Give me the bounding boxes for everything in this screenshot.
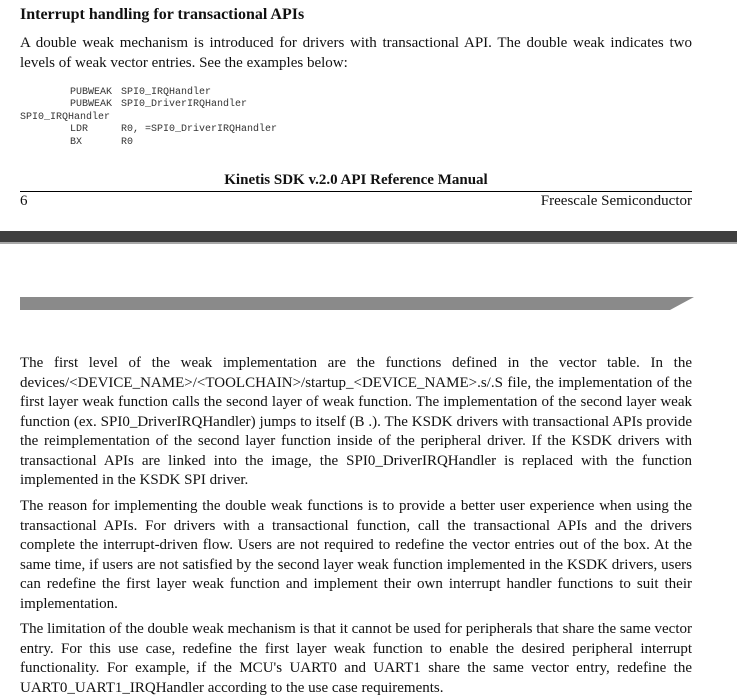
company-name: Freescale Semiconductor — [540, 193, 692, 209]
code-line-5-arg: R0 — [121, 137, 134, 148]
manual-title: Kinetis SDK v.2.0 API Reference Manual — [224, 172, 488, 188]
header-bar — [20, 297, 694, 310]
code-line-1-arg: SPI0_IRQHandler — [121, 87, 212, 98]
code-line-5-keyword: BX — [70, 137, 83, 148]
paragraph-double-weak-reason: The reason for implementing the double weak functions is to provide a better user experience when using the transactional APIs. For drivers with a transactional function, call the transactional APIs and the drivers complete the interrupt-driven flow. Users are not required to redefine the vector entries out of the box. At the same time, if users are not satisfied by the second layer weak function implemented in the KSDK drivers, users can redefine the first layer weak function and implement their own interrupt handler functions to suit their implementation. — [20, 498, 692, 612]
footer-rule — [20, 191, 692, 192]
page-separator-dark — [0, 231, 737, 242]
code-line-1-keyword: PUBWEAK — [70, 87, 113, 98]
code-line-3-label: SPI0_IRQHandler — [20, 112, 111, 123]
code-line-2-arg: SPI0_DriverIRQHandler — [121, 99, 248, 110]
section-heading: Interrupt handling for transactional APIs — [20, 6, 305, 23]
code-line-2-keyword: PUBWEAK — [70, 99, 113, 110]
page-number: 6 — [20, 193, 28, 209]
paragraph-weak-implementation: The first level of the weak implementation are the functions defined in the vector table. In the devices/<DEVICE_NAME>/<TOOLCHAIN>/startup_<DEVICE_NAME>.s/.S file, the implementation of the first layer weak function calls the second layer of weak function. The implementation of the second layer weak function (ex. SPI0_DriverIRQHandler) jumps to itself (B .). The KSDK drivers with transactional APIs provide the reimplementation of the second layer function inside of the peripheral driver. If the KSDK drivers with transactional APIs are linked into the image, the SPI0_DriverIRQHandler is replaced with the function implemented in the KSDK SPI driver. — [20, 355, 692, 488]
code-line-4-keyword: LDR — [70, 124, 89, 135]
page-separator-light — [0, 242, 737, 244]
code-line-4-arg: R0, =SPI0_DriverIRQHandler — [121, 124, 278, 135]
intro-paragraph: A double weak mechanism is introduced for drivers with transactional API. The double weak indicates two levels of weak vector entries. See the examples below: — [20, 35, 692, 71]
paragraph-limitation: The limitation of the double weak mechanism is that it cannot be used for peripherals that share the same vector entry. For this use case, redefine the first layer weak function to enable the desired peripheral interrupt functionality. For example, if the MCU's UART0 and UART1 share the same vector entry, redefine the UART0_UART1_IRQHandler according to the use case requirements. — [20, 621, 692, 696]
